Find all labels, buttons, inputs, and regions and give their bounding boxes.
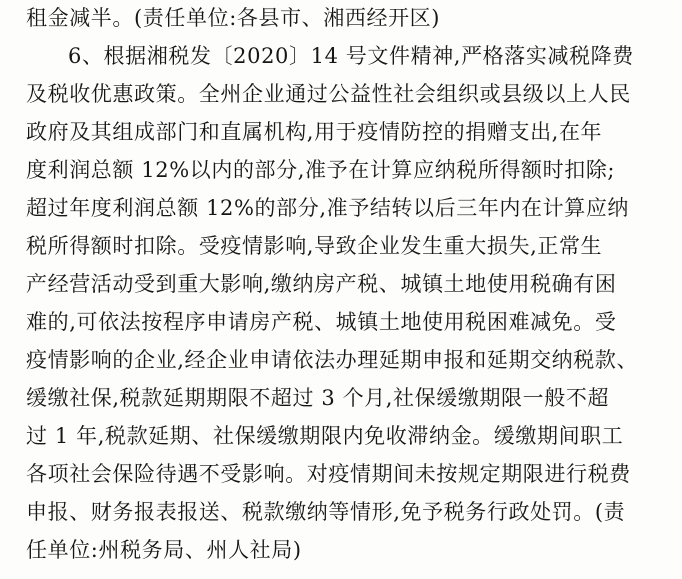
text-line: 及税收优惠政策。全州企业通过公益性社会组织或县级以上人民: [26, 82, 631, 106]
text-line: 任单位:州税务局、州人社局): [26, 538, 302, 562]
text-line: 缓缴社保,税款延期期限不超过 3 个月,社保缓缴期限一般不超: [26, 386, 610, 410]
text-line: 度利润总额 12%以内的部分,准予在计算应纳税所得额时扣除;: [26, 158, 616, 182]
text-line: 申报、财务报表报送、税款缴纳等情形,免予税务行政处罚。(责: [26, 500, 626, 524]
text-line: 政府及其组成部门和直属机构,用于疫情防控的捐赠支出,在年: [26, 120, 603, 144]
text-line: 疫情影响的企业,经企业申请依法办理延期申报和延期交纳税款、: [26, 348, 639, 372]
text-line: 过 1 年,税款延期、社保缓缴期限内免收滞纳金。缓缴期间职工: [26, 424, 624, 448]
paragraph-first-line: 6、根据湘税发〔2020〕14 号文件精神,严格落实减税降费: [68, 44, 634, 68]
text-line: 产经营活动受到重大影响,缴纳房产税、城镇土地使用税确有困: [26, 272, 617, 296]
text-line: 税所得额时扣除。受疫情影响,导致企业发生重大损失,正常生: [26, 234, 603, 258]
text-line: 各项社会保险待遇不受影响。对疫情期间未按规定期限进行税费: [26, 462, 631, 486]
text-line: 租金减半。(责任单位:各县市、湘西经开区): [26, 6, 441, 30]
text-line: 难的,可依法按程序申请房产税、城镇土地使用税困难减免。受: [26, 310, 617, 334]
text-line: 超过年度利润总额 12%的部分,准予结转以后三年内在计算应纳: [26, 196, 630, 220]
